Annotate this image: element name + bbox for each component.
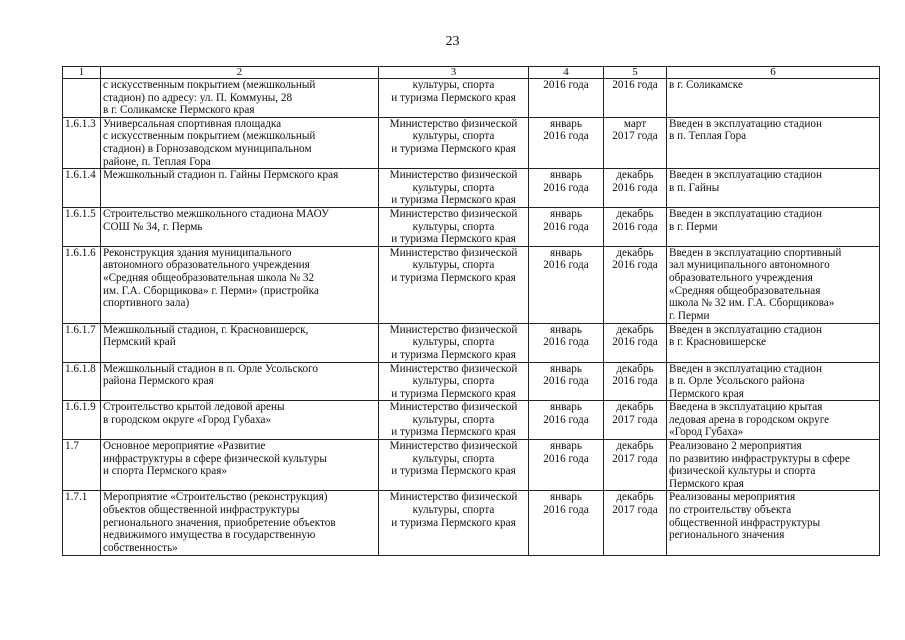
responsible-executor-cell: Министерство физической культуры, спорта и туризма Пермского края [379, 207, 529, 246]
event-name-cell: Межшкольный стадион в п. Орле Усольского района Пермского края [101, 362, 379, 401]
end-date-cell: 2016 года [604, 79, 667, 118]
column-header: 1 [63, 67, 101, 79]
event-name-cell: Межшкольный стадион п. Гайны Пермского края [101, 169, 379, 208]
expected-result-cell: в г. Соликамске [667, 79, 880, 118]
expected-result-cell: Введен в эксплуатацию стадион в г. Перми [667, 207, 880, 246]
expected-result-cell: Введен в эксплуатацию стадион в п. Гайны [667, 169, 880, 208]
table-header-row [63, 67, 880, 79]
event-name-cell: Строительство крытой ледовой арены в городском округе «Город Губаха» [101, 401, 379, 440]
responsible-executor-cell: Министерство физической культуры, спорта и туризма Пермского края [379, 362, 529, 401]
table-row [63, 440, 880, 491]
row-number-cell: 1.6.1.4 [63, 169, 101, 208]
event-name-cell: с искусственным покрытием (межшкольный стадион) по адресу: ул. П. Коммуны, 28 в г. Соликамске Пермского края [101, 79, 379, 118]
start-date-cell: январь 2016 года [529, 491, 604, 556]
expected-result-cell: Введен в эксплуатацию спортивный зал муниципального автономного образовательного учреждения «Средняя общеобразовательная школа № 32 им. Г.А. Сборщикова» г. Перми [667, 246, 880, 323]
end-date-cell: декабрь 2017 года [604, 440, 667, 491]
table-row [63, 401, 880, 440]
row-number-cell: 1.6.1.3 [63, 117, 101, 168]
responsible-executor-cell: Министерство физической культуры, спорта и туризма Пермского края [379, 246, 529, 323]
event-name-cell: Мероприятие «Строительство (реконструкция) объектов общественной инфраструктуры регионального значения, приобретение объектов недвижимого имущества в государственную собственность» [101, 491, 379, 556]
table-row [63, 246, 880, 323]
expected-result-cell: Введен в эксплуатацию стадион в г. Красновишерске [667, 323, 880, 362]
event-name-cell: Универсальная спортивная площадка с искусственным покрытием (межшкольный стадион) в Горнозаводском муниципальном районе, п. Теплая Гора [101, 117, 379, 168]
responsible-executor-cell: Министерство физической культуры, спорта и туризма Пермского края [379, 323, 529, 362]
responsible-executor-cell: Министерство физической культуры, спорта и туризма Пермского края [379, 169, 529, 208]
column-header: 2 [101, 67, 379, 79]
row-number-cell: 1.6.1.7 [63, 323, 101, 362]
table-row [63, 79, 880, 118]
end-date-cell: март 2017 года [604, 117, 667, 168]
events-table [62, 66, 880, 556]
row-number-cell: 1.6.1.6 [63, 246, 101, 323]
table-row [63, 323, 880, 362]
row-number-cell: 1.7 [63, 440, 101, 491]
start-date-cell: январь 2016 года [529, 323, 604, 362]
event-name-cell: Межшкольный стадион, г. Красновишерск, Пермский край [101, 323, 379, 362]
responsible-executor-cell: Министерство физической культуры, спорта и туризма Пермского края [379, 117, 529, 168]
event-name-cell: Основное мероприятие «Развитие инфраструктуры в сфере физической культуры и спорта Пермского края» [101, 440, 379, 491]
row-number-cell: 1.6.1.5 [63, 207, 101, 246]
end-date-cell: декабрь 2017 года [604, 491, 667, 556]
responsible-executor-cell: культуры, спорта и туризма Пермского края [379, 79, 529, 118]
row-number-cell: 1.6.1.8 [63, 362, 101, 401]
event-name-cell: Строительство межшкольного стадиона МАОУ СОШ № 34, г. Пермь [101, 207, 379, 246]
end-date-cell: декабрь 2016 года [604, 169, 667, 208]
end-date-cell: декабрь 2016 года [604, 362, 667, 401]
column-header: 5 [604, 67, 667, 79]
row-number-cell: 1.7.1 [63, 491, 101, 556]
expected-result-cell: Введен в эксплуатацию стадион в п. Орле Усольского района Пермского края [667, 362, 880, 401]
table-row [63, 117, 880, 168]
start-date-cell: январь 2016 года [529, 440, 604, 491]
expected-result-cell: Введена в эксплуатацию крытая ледовая арена в городском округе «Город Губаха» [667, 401, 880, 440]
column-header: 4 [529, 67, 604, 79]
responsible-executor-cell: Министерство физической культуры, спорта и туризма Пермского края [379, 491, 529, 556]
start-date-cell: январь 2016 года [529, 362, 604, 401]
expected-result-cell: Реализованы мероприятия по строительству объекта общественной инфраструктуры регионального значения [667, 491, 880, 556]
column-header: 3 [379, 67, 529, 79]
page-number: 23 [445, 34, 460, 49]
row-number-cell: 1.6.1.9 [63, 401, 101, 440]
start-date-cell: январь 2016 года [529, 207, 604, 246]
responsible-executor-cell: Министерство физической культуры, спорта и туризма Пермского края [379, 401, 529, 440]
start-date-cell: январь 2016 года [529, 117, 604, 168]
end-date-cell: декабрь 2016 года [604, 246, 667, 323]
end-date-cell: декабрь 2016 года [604, 323, 667, 362]
table-row [63, 491, 880, 556]
start-date-cell: 2016 года [529, 79, 604, 118]
start-date-cell: январь 2016 года [529, 246, 604, 323]
table-row [63, 207, 880, 246]
start-date-cell: январь 2016 года [529, 401, 604, 440]
row-number-cell [63, 79, 101, 118]
expected-result-cell: Реализовано 2 мероприятия по развитию инфраструктуры в сфере физической культуры и спорта Пермского края [667, 440, 880, 491]
expected-result-cell: Введен в эксплуатацию стадион в п. Теплая Гора [667, 117, 880, 168]
end-date-cell: декабрь 2016 года [604, 207, 667, 246]
column-header: 6 [667, 67, 880, 79]
responsible-executor-cell: Министерство физической культуры, спорта и туризма Пермского края [379, 440, 529, 491]
table-row [63, 362, 880, 401]
event-name-cell: Реконструкция здания муниципального автономного образовательного учреждения «Средняя общеобразовательная школа № 32 им. Г.А. Сборщикова» г. Перми» (пристройка спортивного зала) [101, 246, 379, 323]
end-date-cell: декабрь 2017 года [604, 401, 667, 440]
start-date-cell: январь 2016 года [529, 169, 604, 208]
table-row [63, 169, 880, 208]
